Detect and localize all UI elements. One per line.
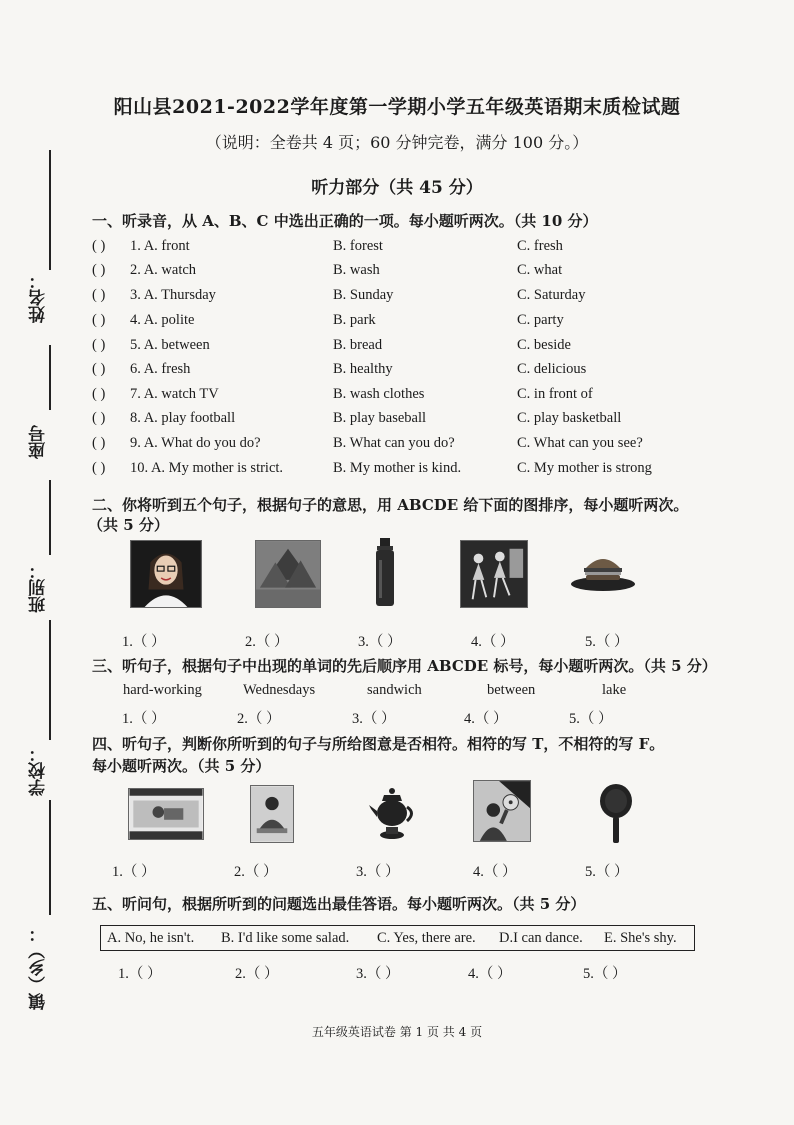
part2-answer-4[interactable]: 4.（ ） <box>471 634 515 650</box>
part3-answer-2[interactable]: 2.（ ） <box>237 711 281 727</box>
part5-heading: 五、听问句，根据所听到的问题选出最佳答语。每小题听两次。（共 5 分） <box>92 895 586 913</box>
part4-answer-4[interactable]: 4.（ ） <box>473 864 517 880</box>
option-b: B. play baseball <box>333 410 427 426</box>
part5-answer-1[interactable]: 1.（ ） <box>118 966 162 982</box>
part2-answer-5[interactable]: 5.（ ） <box>585 634 629 650</box>
option-b: B. wash clothes <box>333 386 425 402</box>
option-a: 9. A. What do you do? <box>130 435 261 451</box>
option-a: 6. A. fresh <box>130 361 191 377</box>
part2-answer-2[interactable]: 2.（ ） <box>245 634 289 650</box>
binding-line-school <box>49 800 51 915</box>
part5-answer-5[interactable]: 5.（ ） <box>583 966 627 982</box>
option-c: C. beside <box>517 337 571 353</box>
question-row <box>92 460 692 484</box>
school-label: 学校： <box>29 745 49 796</box>
part3-heading: 三、听句子，根据句子中出现的单词的先后顺序用 ABCDE 标号，每小题听两次。（共 5 分） <box>92 657 717 675</box>
option-c: C. What can you see? <box>517 435 643 451</box>
option-b: B. forest <box>333 238 383 254</box>
option-c: C. fresh <box>517 238 563 254</box>
option-c: C. party <box>517 312 564 328</box>
word-item: hard-working <box>123 682 202 698</box>
teapot-picture <box>368 783 416 843</box>
option-c: C. play basketball <box>517 410 622 426</box>
part2-heading: 二、你将听到五个句子，根据句子的意思，用 ABCDE 给下面的图排序，每小题听两次。 <box>92 496 689 514</box>
part5-answer-3[interactable]: 3.（ ） <box>356 966 400 982</box>
part3-answer-1[interactable]: 1.（ ） <box>122 711 166 727</box>
answer-paren[interactable]: ( ) <box>92 460 106 476</box>
binding-line-class <box>49 620 51 740</box>
option-c-text: C. Yes, there are. <box>377 930 476 946</box>
answer-paren[interactable]: ( ) <box>92 410 106 426</box>
tv-picture <box>128 788 204 840</box>
option-b-text: B. I'd like some salad. <box>221 930 350 946</box>
option-a: 4. A. polite <box>130 312 195 328</box>
option-a-text: A. No, he isn't. <box>107 930 195 946</box>
answer-paren[interactable]: ( ) <box>92 238 106 254</box>
part4-heading-2: 每小题听两次。（共 5 分） <box>92 757 271 775</box>
question-row <box>92 337 692 361</box>
option-c: C. delicious <box>517 361 587 377</box>
option-a: 5. A. between <box>130 337 210 353</box>
option-b: B. What can you do? <box>333 435 455 451</box>
question-row <box>92 238 692 262</box>
part3-answer-3[interactable]: 3.（ ） <box>352 711 396 727</box>
answer-paren[interactable]: ( ) <box>92 435 106 451</box>
class-label: 班别： <box>29 562 49 613</box>
person-reading-picture <box>250 785 294 843</box>
question-row <box>92 287 692 311</box>
binding-line-seat <box>49 480 51 555</box>
teacher-woman-picture <box>130 540 202 608</box>
answer-options-box <box>100 925 695 951</box>
option-b: B. bread <box>333 337 383 353</box>
option-c: C. in front of <box>517 386 593 402</box>
dancers-picture <box>460 540 528 608</box>
answer-paren[interactable]: ( ) <box>92 386 106 402</box>
option-a: 2. A. watch <box>130 262 197 278</box>
part4-answer-1[interactable]: 1.（ ） <box>112 864 156 880</box>
part2-answer-3[interactable]: 3.（ ） <box>358 634 402 650</box>
question-row <box>92 386 692 410</box>
page-footer: 五年级英语试卷 第 1 页 共 4 页 <box>311 1025 483 1039</box>
question-row <box>92 435 692 459</box>
option-b: B. park <box>333 312 376 328</box>
name-label: 姓名： <box>29 272 49 323</box>
question-row <box>92 361 692 385</box>
exam-title: 阳山县2021-2022学年度第一学期小学五年级英语期末质检试题 <box>113 96 681 118</box>
child-in-classroom-picture <box>473 780 531 842</box>
question-row <box>92 262 692 286</box>
word-item: lake <box>602 682 627 698</box>
option-c: C. My mother is strong <box>517 460 652 476</box>
answer-paren[interactable]: ( ) <box>92 361 106 377</box>
bottle-picture <box>372 538 398 608</box>
word-item: sandwich <box>367 682 422 698</box>
part4-answer-3[interactable]: 3.（ ） <box>356 864 400 880</box>
part3-answer-5[interactable]: 5.（ ） <box>569 711 613 727</box>
word-item: between <box>487 682 536 698</box>
forest-picture <box>255 540 321 608</box>
option-b: B. Sunday <box>333 287 394 303</box>
part3-answer-4[interactable]: 4.（ ） <box>464 711 508 727</box>
word-item: Wednesdays <box>243 682 316 698</box>
question-row <box>92 312 692 336</box>
exam-note: （说明：全卷共 4 页；60 分钟完卷，满分 100 分。） <box>205 133 589 152</box>
hamburger-picture <box>570 548 636 592</box>
answer-paren[interactable]: ( ) <box>92 262 106 278</box>
option-b: B. wash <box>333 262 380 278</box>
option-a: 8. A. play football <box>130 410 236 426</box>
part2-answer-1[interactable]: 1.（ ） <box>122 634 166 650</box>
town-label: 镇（乡）： <box>29 925 49 1010</box>
frying-pan-picture <box>598 783 634 845</box>
question-row <box>92 410 692 434</box>
option-a: 3. A. Thursday <box>130 287 216 303</box>
part5-answer-4[interactable]: 4.（ ） <box>468 966 512 982</box>
seat-label: 座号 <box>29 425 49 459</box>
option-d-text: D.I can dance. <box>499 930 583 946</box>
answer-paren[interactable]: ( ) <box>92 287 106 303</box>
option-c: C. Saturday <box>517 287 586 303</box>
part4-answer-5[interactable]: 5.（ ） <box>585 864 629 880</box>
option-a: 7. A. watch TV <box>130 386 219 402</box>
part1-heading: 一、听录音，从 A、B、C 中选出正确的一项。每小题听两次。（共 10 分） <box>92 212 598 230</box>
part4-answer-2[interactable]: 2.（ ） <box>234 864 278 880</box>
binding-line-top <box>49 150 51 270</box>
binding-line-name <box>49 345 51 410</box>
part4-heading: 四、听句子，判断你所听到的句子与所给图意是否相符。相符的写 T，不相符的写 F。 <box>92 735 665 753</box>
option-e-text: E. She's shy. <box>604 930 677 946</box>
answer-paren[interactable]: ( ) <box>92 312 106 328</box>
listening-section-title: 听力部分（共 45 分） <box>311 178 483 198</box>
option-a: 10. A. My mother is strict. <box>130 460 284 476</box>
option-b: B. My mother is kind. <box>333 460 462 476</box>
option-c: C. what <box>517 262 563 278</box>
part5-answer-2[interactable]: 2.（ ） <box>235 966 279 982</box>
option-a: 1. A. front <box>130 238 190 254</box>
part2-points: （共 5 分） <box>88 516 169 534</box>
answer-paren[interactable]: ( ) <box>92 337 106 353</box>
option-b: B. healthy <box>333 361 393 377</box>
